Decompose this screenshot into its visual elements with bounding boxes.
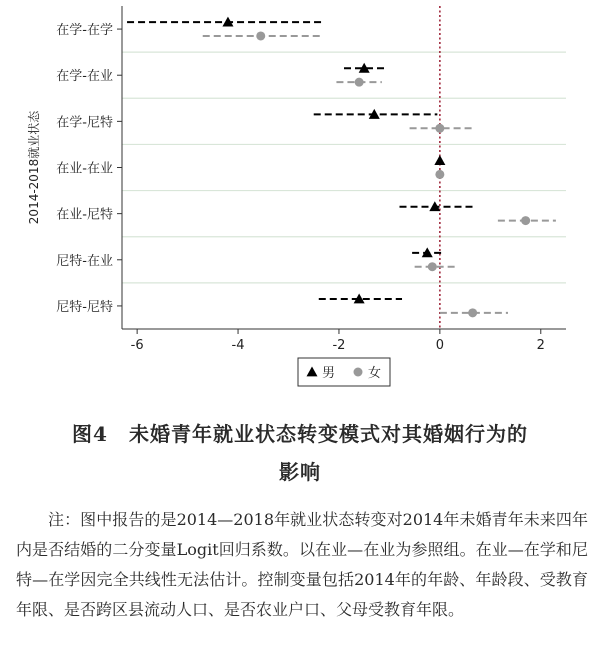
legend-label: 女 xyxy=(368,366,382,381)
figure-caption-line1: 图4 未婚青年就业状态转变模式对其婚姻行为的 xyxy=(72,422,528,446)
legend xyxy=(298,358,390,386)
y-axis-title: 2014-2018就业状态 xyxy=(27,110,41,225)
point-marker-circle xyxy=(521,216,530,225)
y-category-label: 尼特-尼特 xyxy=(56,299,113,315)
series-male xyxy=(127,17,473,304)
point-marker-triangle xyxy=(434,155,445,165)
point-marker-circle xyxy=(468,308,477,317)
y-category-label: 尼特-在业 xyxy=(56,253,113,269)
point-marker-circle xyxy=(435,170,444,179)
y-category-label: 在学-在业 xyxy=(56,69,113,85)
legend-label: 男 xyxy=(322,366,336,381)
x-tick-label: -2 xyxy=(332,338,346,353)
legend-marker-circle xyxy=(354,368,363,377)
x-tick-label: 0 xyxy=(435,338,445,353)
y-category-label: 在业-尼特 xyxy=(56,207,113,223)
y-category-label: 在学-在学 xyxy=(56,23,113,39)
series-female xyxy=(203,31,556,317)
point-marker-circle xyxy=(428,262,437,271)
x-tick-label: 2 xyxy=(536,338,545,353)
point-marker-circle xyxy=(256,31,265,40)
point-marker-circle xyxy=(355,78,364,87)
point-marker-circle xyxy=(435,124,444,133)
axis-layer xyxy=(26,6,566,353)
figure-note: 注：图中报告的是2014—2018年就业状态转变对2014年未婚青年未来四年内是否结婚的二分变量Logit回归系数。以在业—在业为参照组。在业—在学和尼特—在学因完全共线性无法估计。控制变量包括2014年的年龄、年龄段、受教育年限、是否跨区县流动人口、是否农业户口、父母受教育年限。 xyxy=(16,510,588,619)
y-category-label: 在业-在业 xyxy=(56,161,113,177)
figure-caption-line2: 影响 xyxy=(279,460,321,484)
grid-layer xyxy=(122,52,566,283)
x-tick-label: -6 xyxy=(130,338,144,353)
series-layer xyxy=(127,17,556,318)
y-category-label: 在学-尼特 xyxy=(56,115,113,131)
x-tick-label: -4 xyxy=(231,338,245,353)
